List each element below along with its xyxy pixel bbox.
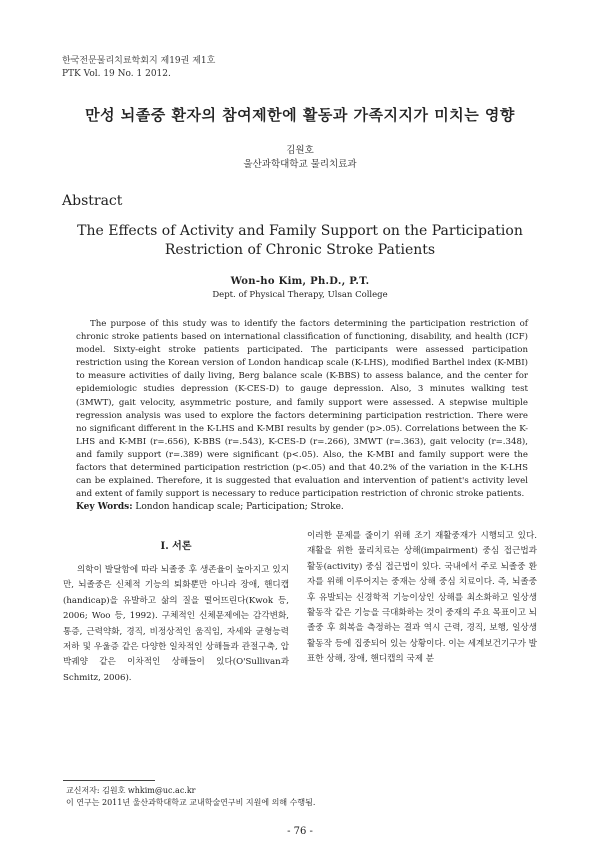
footnote-correspondence: 교신저자: 김원호 whkim@uc.ac.kr [66, 786, 196, 795]
keywords-label: Key Words: [76, 502, 133, 512]
journal-line-korean: 한국전문물리치료학회지 제19권 제1호 [62, 56, 216, 66]
english-title: The Effects of Activity and Family Support on the Participation Restriction of Chronic Stroke Patients [77, 223, 523, 258]
english-author-name: Won-ho Kim, Ph.D., P.T. [230, 276, 370, 287]
journal-line-english: PTK Vol. 19 No. 1 2012. [62, 69, 171, 79]
english-author-affiliation: Dept. of Physical Therapy, Ulsan College [212, 290, 388, 300]
abstract-paragraph: The purpose of this study was to identify the factors determining the participation restriction of chronic stroke patients based on international classification of functioning, disability, and health (ICF) model. Sixty-eight stroke patients participated. The participants were assessed participation restriction using the Korean version of London handicap scale (K-LHS), modified Barthel index (K-MBI) to measure activities of daily living, Berg balance scale (K-BBS) to assess balance, and the center for epidemiologic studies depression (K-CES-D) to gauge depression. Also, 3 minutes walking test (3MWT), gait velocity, asymmetric posture, and family support were assessed. A stepwise multiple regression analysis was used to explore the factors determining participation restriction. There were no significant different in the K-LHS and K-MBI results by gender (p>.05). Correlations between the K-LHS and K-MBI (r=.656), K-BBS (r=.543), K-CES-D (r=.266), 3MWT (r=.363), gait velocity (r=.348), and family support (r=.389) were significant (p<.05). Also, the K-MBI and family support were the factors that determined participation restriction (p<.05) and that 40.2% of the variation in the K-LHS can be explained. Therefore, it is suggested that evaluation and intervention of patient's activity level and extent of family support is necessary to reduce participation restriction of chronic stroke patients. [76, 319, 528, 500]
section-heading-introduction: Ⅰ. 서론 [160, 541, 192, 552]
korean-author-block [0, 144, 600, 172]
korean-title: 만성 뇌졸중 환자의 참여제한에 활동과 가족지지가 미치는 영향 [85, 106, 515, 124]
abstract-body [76, 318, 528, 501]
intro-paragraph-left: 의학이 발달함에 따라 뇌졸중 후 생존율이 높아지고 있지만, 뇌졸중은 신체적 기능의 퇴화뿐만 아니라 장애, 핸디캡(handicap)을 유발하고 삶의 질을 떨어뜨린다(Kwok 등, 2006; Woo 등, 1992). 구체적인 신체문제에는 감각변화, 통증, 근력약화, 경직, 비정상적인 움직임, 자세와 균형능력 저하 및 우울증 같은 다양한 일차적인 상해들과 관절구축, 압박궤양 같은 이차적인 상해들이 있다(O'Sullivan과 Schmitz, 2006). [63, 565, 289, 683]
intro-paragraph-right: 이러한 문제를 줄이기 위해 조기 재활중재가 시행되고 있다. 재활을 위한 물리치료는 상해(impairment) 중심 접근법과 활동(activity) 중심 접근법이 있다. 국내에서 주로 뇌졸중 환자를 위해 이루어지는 중재는 상해 중심 치료이다. 즉, 뇌졸중 후 유발되는 신경학적 기능이상인 상해를 최소화하고 일상생활동작 같은 기능을 극대화하는 것이 중재의 주요 목표이고 뇌졸중 후 회복을 측정하는 결과 역시 근력, 경직, 보행, 일상생활동작 등에 집중되어 있는 상황이다. 이는 세계보건기구가 발표한 상해, 장애, 핸디캡의 국제 분 [307, 531, 537, 665]
abstract-heading: Abstract [62, 193, 123, 209]
body-column-right [307, 529, 537, 668]
body-column-left [63, 563, 289, 686]
korean-author-name: 김원호 [286, 145, 314, 156]
footnote-funding: 이 연구는 2011년 울산과학대학교 교내학술연구비 지원에 의해 수행됨. [66, 797, 316, 807]
footnote-divider [63, 780, 155, 781]
footnote [66, 785, 315, 808]
keywords-line [76, 502, 536, 512]
page-number: - 76 - [287, 826, 313, 837]
keywords-value: London handicap scale; Participation; Stroke. [135, 502, 344, 512]
korean-author-affiliation: 울산과학대학교 물리치료과 [243, 159, 357, 170]
journal-info [62, 55, 215, 81]
